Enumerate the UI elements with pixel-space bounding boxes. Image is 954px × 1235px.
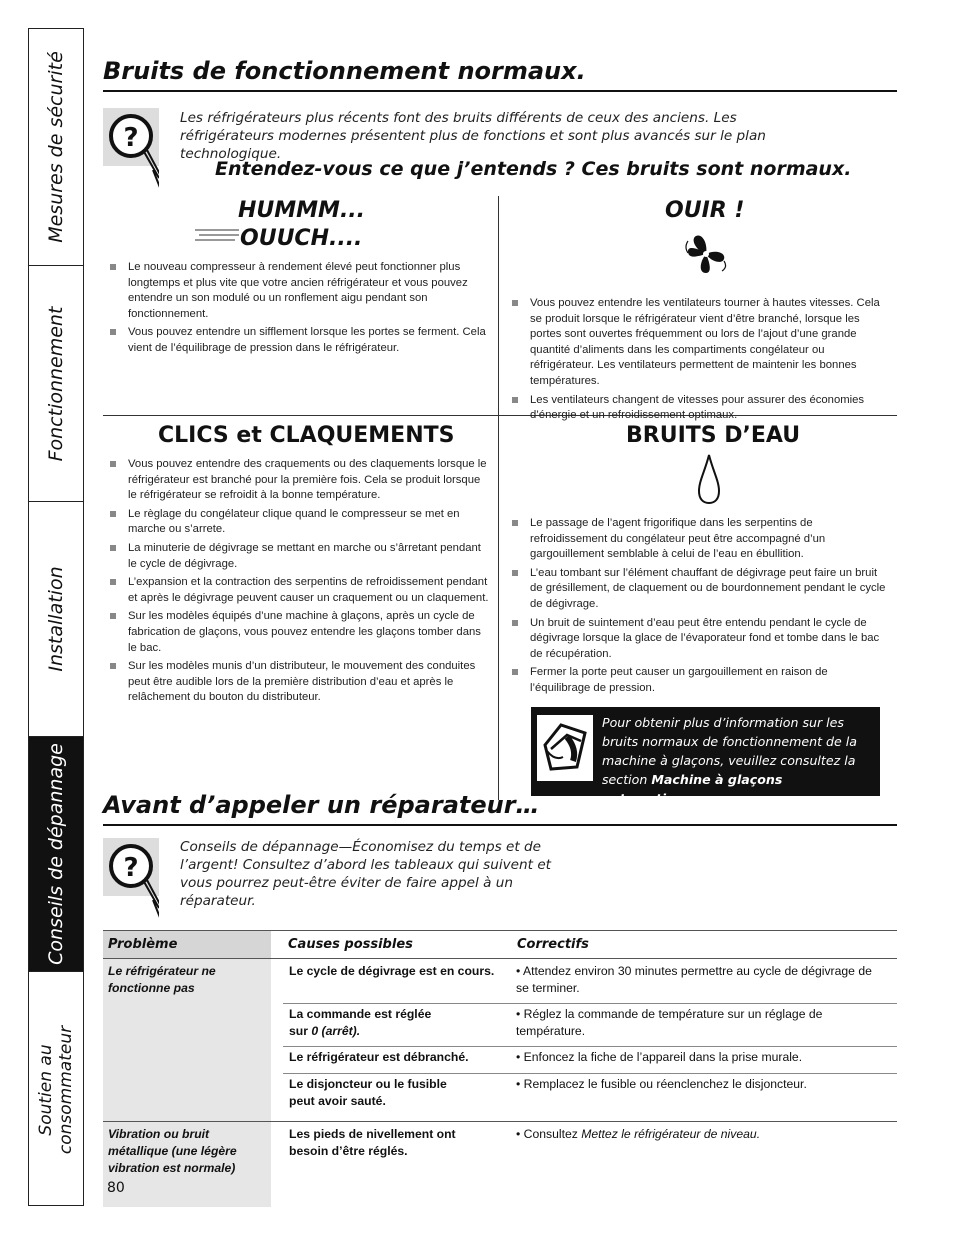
intro-text: Les réfrigérateurs plus récents font des bruits différents de ceux des anciens. Les réfrigérateurs modernes présentent plus de fonctions et sont plus avancés sur le plan technologique. bbox=[180, 110, 766, 162]
row-separator bbox=[283, 1003, 897, 1004]
list-item: Sur les modèles équipés d’une machine à glaçons, après un cycle de fabrication de glaçons, vous pouvez entendre les glaçons tomber dans le bac. bbox=[108, 609, 492, 656]
tab-mesures-securite[interactable] bbox=[29, 29, 83, 266]
list-item: Vous pouvez entendre un sifflement lorsque les portes se ferment. Cela vient de l’équilibrage de pression dans le réfrigérateur. bbox=[108, 325, 486, 356]
title-rule bbox=[103, 90, 897, 92]
page-number: 80 bbox=[107, 1180, 125, 1196]
subtitle: Entendez-vous ce que j’entends ? Ces bruits sont normaux. bbox=[215, 158, 852, 180]
tab-label: Soutien au consommateur bbox=[36, 1025, 76, 1154]
info-link[interactable]: Machine à glaçons automatique bbox=[602, 772, 783, 806]
header-causes: Causes possibles bbox=[271, 930, 500, 959]
cause-cell: Le réfrigérateur est débranché. bbox=[289, 1050, 469, 1064]
cause-cell: La commande est réglée sur 0 (arrêt). bbox=[289, 1007, 432, 1038]
fix-cell: • Réglez la commande de température sur un réglage de température. bbox=[516, 1007, 823, 1038]
list-item: La minuterie de dégivrage se mettant en marche ou s’ârretant pendant le cycle de dégivrage. bbox=[108, 541, 492, 572]
tab-label: Fonctionnement bbox=[45, 306, 67, 461]
tab-fonctionnement[interactable] bbox=[29, 266, 83, 502]
panel-title-clics: CLICS et CLAQUEMENTS bbox=[158, 423, 455, 448]
question-icon bbox=[103, 838, 159, 922]
row-separator bbox=[283, 1073, 897, 1074]
section-title-bruits: Bruits de fonctionnement normaux. bbox=[103, 57, 586, 85]
cause-cell: Les pieds de nivellement ont besoin d’être réglés. bbox=[289, 1127, 456, 1158]
fix-cell: • Remplacez le fusible ou réenclenchez le disjoncteur. bbox=[516, 1077, 807, 1091]
tab-soutien-consommateur[interactable] bbox=[29, 972, 83, 1207]
list-item: Le passage de l’agent frigorifique dans les serpentins de refroidissement du congélateur peut être accompagné d’un gargouillement semblable à celui de l’eau en ébullition. bbox=[510, 516, 890, 563]
section-title-avant: Avant d’appeler un réparateur… bbox=[103, 791, 540, 819]
row-separator bbox=[283, 1046, 897, 1047]
list-item: L’expansion et la contraction des serpentins de refroidissement pendant et après le dégivrage peuvent causer un craquement ou un claquement. bbox=[108, 575, 492, 606]
cause-cell: Le cycle de dégivrage est en cours. bbox=[289, 964, 495, 978]
panel-title-ouuch: OUUCH.... bbox=[240, 226, 363, 251]
header-probleme: Problème bbox=[103, 930, 271, 959]
manual-book-icon bbox=[537, 715, 593, 781]
ouir-list bbox=[510, 296, 890, 427]
info-text-end: . bbox=[692, 791, 697, 806]
panel-title-hummm: HUMMM... bbox=[238, 198, 366, 223]
info-text bbox=[602, 713, 872, 808]
panel-title-eau: BRUITS D’EAU bbox=[626, 423, 801, 448]
panel-title-ouir: OUIR ! bbox=[665, 198, 745, 223]
sound-lines-icon bbox=[195, 226, 239, 244]
problem-cell: Le réfrigérateur ne fonctionne pas bbox=[108, 964, 216, 995]
tab-label: Installation bbox=[45, 566, 67, 672]
tab-conseils-depannage[interactable] bbox=[29, 737, 83, 972]
list-item: Vous pouvez entendre les ventilateurs tourner à hautes vitesses. Cela se produit lorsque le réfrigérateur vient d’être branché, lorsque les portes sont ouvertes fréquemment ou lors de l’ajout d’une grande quantité d’aliments dans les compartiments congélateur ou réfrigérateur. Les ventilateurs permettent de maintenir les bonnes températures. bbox=[510, 296, 890, 390]
list-item: Les ventilateurs changent de vitesses pour assurer des économies d’énergie et un refroidissement optimaux. bbox=[510, 393, 890, 424]
fix-cell: • Consultez Mettez le réfrigérateur de niveau. bbox=[516, 1127, 761, 1141]
info-text-body: Pour obtenir plus d’information sur les bruits normaux de fonctionnement de la machine à glaçons, veuillez consultez la section bbox=[602, 715, 857, 787]
panel-divider-vertical bbox=[498, 196, 499, 800]
list-item: Fermer la porte peut causer un gargouillement en raison de l’équilibrage de pression. bbox=[510, 665, 890, 696]
info-box bbox=[531, 707, 880, 806]
fix-cell: • Attendez environ 30 minutes permettre au cycle de dégivrage de se terminer. bbox=[516, 964, 872, 995]
hummm-list bbox=[108, 260, 486, 360]
clics-list bbox=[108, 457, 492, 709]
list-item: Un bruit de suintement d’eau peut être entendu pendant le cycle de dégivrage lorsque la glace de l’évaporateur fond et tombe dans le bac de récupération. bbox=[510, 616, 890, 663]
troubleshooting-table bbox=[103, 930, 897, 1207]
list-item: L’eau tombant sur l’élément chauffant de dégivrage peut faire un bruit de grésillement, de claquement ou de bourdonnement pendant le cycle de dégivrage. bbox=[510, 566, 890, 613]
list-item: Le nouveau compresseur à rendement élevé peut fonctionner plus longtemps et plus vite que votre ancien réfrigérateur et vous pouvez entendre un son modulé ou un ronflement aigu pendant son fonctionnement. bbox=[108, 260, 486, 322]
fix-cell: • Enfoncez la fiche de l’appareil dans la prise murale. bbox=[516, 1050, 803, 1064]
svg-text:?: ? bbox=[123, 853, 139, 883]
water-drop-icon bbox=[697, 453, 721, 505]
svg-text:?: ? bbox=[123, 123, 139, 153]
list-item: Vous pouvez entendre des craquements ou des claquements lorsque le réfrigérateur est branché pour la première fois. Cela se produit lorsque le réfrigérateur se refroidit à la bonne température. bbox=[108, 457, 492, 504]
group-separator bbox=[103, 1121, 897, 1122]
question-icon bbox=[103, 108, 159, 192]
tab-label: Mesures de sécurité bbox=[45, 51, 67, 243]
list-item: Le règlage du congélateur clique quand le compresseur se met en marche ou s’arrete. bbox=[108, 507, 492, 538]
tab-label: Conseils de dépannage bbox=[45, 743, 67, 965]
cause-cell: Le disjoncteur ou le fusible peut avoir sauté. bbox=[289, 1077, 447, 1108]
problem-cell: Vibration ou bruit métallique (une légère vibration est normale) bbox=[108, 1127, 237, 1175]
intro-text: Conseils de dépannage—Économisez du temps et de l’argent! Consultez d’abord les tableaux qui suivent et vous pourrez peut-être éviter de faire appel à un réparateur. bbox=[180, 839, 552, 909]
list-item: Sur les modèles munis d’un distributeur, le mouvement des conduites peut être audible lors de la première distribution d’eau et après le relâchement du bouton du distributeur. bbox=[108, 659, 492, 706]
tab-installation[interactable] bbox=[29, 502, 83, 737]
fan-icon bbox=[682, 231, 730, 277]
side-tabs bbox=[28, 28, 84, 1206]
eau-list bbox=[510, 516, 890, 700]
header-correctifs: Correctifs bbox=[500, 930, 897, 959]
title-rule bbox=[103, 824, 897, 826]
